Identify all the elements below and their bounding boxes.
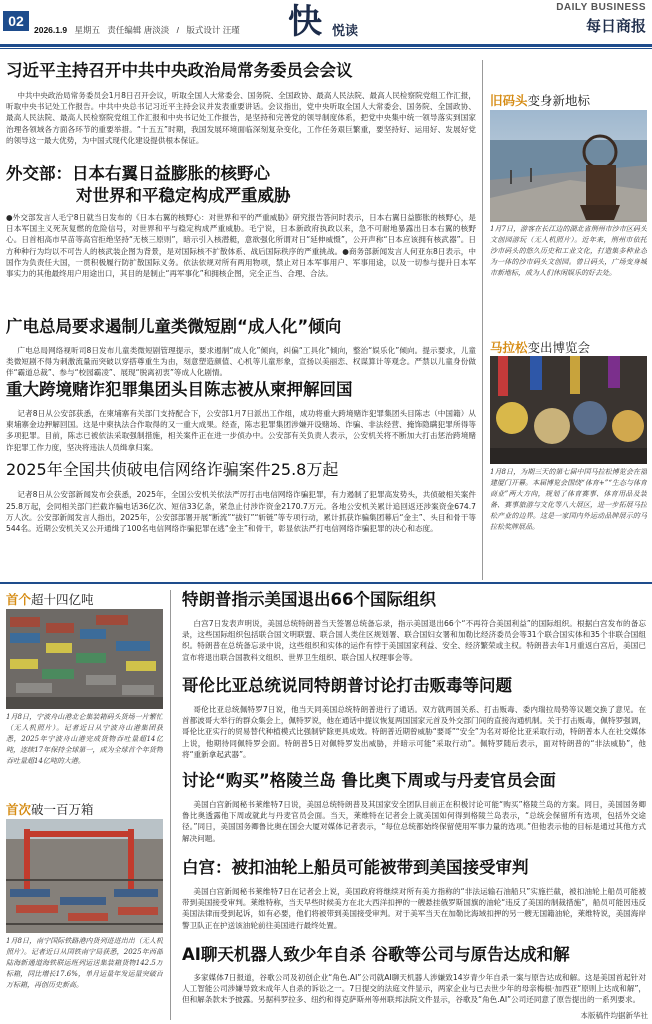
brand (556, 2, 646, 36)
article-body: ●外交部发言人毛宁8日就当日发布的《日本右翼的核野心：对世界和平的严重威胁》研究报告答问时表示，日本右翼日益膨胀的核野心，是日本军国主义死灰复燃的危险信号，对世界和平与稳定构成严重威胁。毛宁说，日本新政府执政以来，急不可耐地暴露出日本右翼的核野心。日首相高市早苗等高官拒绝坚持“无核三原则”，暗示引入核潜艇，意欲强化所谓对日“延伸威慑”，公开声称“日本应该拥有核武器”。日方种种行为均以不可告人的核武装企图为背景，是对国际核不扩散体系、战后国际秩序的严重挑战。●商务部新闻发言人何亚东8日表示，中国作为负责任大国，一贯积极履行防扩散国际义务。依法依规对所有两用物项，禁止对日本军事用户、军事用途，以及一切参与提升日本军事实力的其他最终用户用途出口，其目的是制止“再军事化”和拥核企图，完全正当、合理、合法。 (6, 212, 476, 278)
article-politburo (6, 62, 476, 158)
article-headline-line1[interactable]: 外交部：日本右翼日益膨胀的核野心 (6, 164, 270, 183)
section-logo-big: 快 (288, 2, 321, 42)
article-body: 白宫7日发表声明说，美国总统特朗普当天签署总统备忘录，指示美国退出66个“不再符合美国利益”的国际组织。根据白宫发布的备忘录，这些国际组织包括联合国文明联盟、联合国人类住区规划署、联合国妇女署和加勒比经济委员会等31个联合国实体和35个非联合国组织。特朗普在总统备忘录中说，这些组织和实体的运作有悖于美国国家利益、安全、经济繁荣或主权。特朗普去年1月重返白宫后，美国已宣布将退出联合国教科文组织、世界卫生组织、联合国人权理事会等。 (182, 618, 646, 662)
article-body: 中共中央政治局常务委员会1月8日召开会议，听取全国人大常委会、国务院、全国政协、最高人民法院、最高人民检察院党组工作汇报，听取中央书记处工作报告。中共中央总书记习近平主持会议并发表重要讲话。会议指出，党中央听取全国人大常委会、国务院、全国政协、最高人民法院、最高人民检察院党组工作汇报和中央书记处工作报告，是坚持和完善党的领导制度体系，把党中央集中统一领导落实到国家治理各领域各方面各环节的重要举措。“十五五”时期，我国发展环境面临深刻复杂变化，工作任务艰巨繁重，要坚持好、运用好、发展好党的领导这一最大优势，为中国式现代化建设提供根本保证。 (6, 90, 476, 145)
article-body: 多家媒体7日报道，谷歌公司及初创企业“角色.AI”公司就AI聊天机器人涉嫌致14岁青少年自杀一案与原告达成和解。这是美国首起针对人工智能公司涉嫌导致未成年人自杀的诉讼之一。7日提交的法庭文件显示，两家企业与已去世少年的母亲梅根·加西亚“原则上达成和解”，但和解条款未予披露。另据科罗拉多、纽约和得克萨斯州等州联邦法院文件显示，谷歌及“角色.AI”公司还同意了原告提出的一系列要求。 (182, 972, 646, 1005)
masthead-rule (0, 44, 652, 47)
brand-chinese: 每日商报 (585, 17, 646, 35)
article-body: 哥伦比亚总统佩特罗7日说，他当天同美国总统特朗普进行了通话。双方就两国关系、打击贩毒、委内瑞拉局势等议题交换了意见。在首都波哥大举行的群众集会上，佩特罗说，他在通话中提议恢复两国国家元首及外交部门间的直接沟通机制。关于打击贩毒，佩特罗强调，哥伦比亚实行的贸易替代种植模式比强制铲除更具成效。特朗普近期曾威胁“要哥”“安全”为名对哥伦比亚采取行动，特朗普本人在社交媒体上说，他期待同佩特罗会面。特朗普5日对佩特罗发出威胁，并暗示可能“采取行动”。佩特罗随后表示，面对特朗普的“非法威胁”，他将“重新拿起武器”。 (182, 704, 646, 759)
article-headline-line2[interactable]: 对世界和平稳定构成严重威胁 (76, 185, 291, 205)
article-greenland (182, 772, 646, 845)
sidebar-label-rest: 超十四亿吨 (31, 592, 94, 607)
article-headline[interactable]: 广电总局要求遏制儿童类微短剧“成人化”倾向 (6, 317, 342, 336)
issue-line: 2026.1.9 星期五 责任编辑 唐淡淡 / 版式设计 汪瑾 (34, 25, 240, 35)
masthead-rule-thin (0, 48, 652, 49)
article-headline[interactable]: 重大跨境赌诈犯罪集团头目陈志被从柬押解回国 (6, 380, 353, 399)
article-headline[interactable]: 特朗普指示美国退出66个国际组织 (182, 590, 436, 609)
article-body: 美国白宫新闻秘书莱维特7日在记者会上说，美国政府将继续对所有美方指称的“非法运输石油船只”实施拦截，被扣油轮上船员可能被带到美国接受审判。莱维特称，当天早些时候美方在北大西洋扣押的一艘悬挂俄罗斯国旗的油轮“违反了美国的制裁措施”，船员可能因违反美国法律而受到起诉，如有必要，他们将被带到美国接受审判。对于美军当天在加勒比海域扣押的另一艘无国籍油轮，莱维特说，美国海岸警卫队正在护送该油轮前往美国进行最终处置。 (182, 886, 646, 930)
photo-old-pier (490, 110, 647, 222)
sidebar-label-highlight: 首次 (6, 802, 32, 817)
photo-nanning-railport (6, 819, 163, 933)
article-headline[interactable]: 白宫：被扣油轮上船员可能被带到美国接受审判 (182, 858, 529, 877)
photo-marathon-medals (490, 356, 647, 464)
sidebar-label-nanning (6, 800, 94, 818)
article-headline[interactable]: 讨论“购买”格陵兰岛 鲁比奥下周或与丹麦官员会面 (182, 771, 556, 790)
photo-ningbo-port-image (6, 609, 163, 709)
sidebar-label-ningbo (6, 590, 94, 608)
article-colombia (182, 677, 646, 762)
article-us-exit-orgs (182, 591, 646, 664)
photo-caption-nanning: 1月8日，南宁国际铁路港内货列进进出出（无人机照片）。记者近日从国铁南宁局获悉，2025年西部陆海新通道海铁联运班列运送集装箱货物142.5万标箱，同比增长17.6%，单月运量年发运量突破百万标箱，再创历史新高。 (6, 937, 163, 989)
issue-editor: 责任编辑 唐淡淡 (107, 25, 170, 35)
article-foreign-ministry (6, 165, 476, 302)
issue-layout: 版式设计 汪瑾 (186, 25, 240, 35)
photo-caption-marathon: 1月8日，为期三天的第七届中国马拉松博览会在福建厦门开幕。本届博览会围绕“体育+”“生态与体育商业”两大方向，规划了体育赛事、体育用品及装备、赛事旅游与文化等八大展区，进一步拓展马拉松产业的边界。这是一家国内外运动品牌展示的马拉松奖牌展品。 (490, 468, 647, 531)
sidebar-label-highlight: 马拉松 (490, 340, 528, 355)
sidebar-label-highlight: 旧码头 (490, 93, 528, 108)
photo-ningbo-port (6, 609, 163, 709)
photo-marathon-medals-image (490, 356, 647, 464)
article-telecom-fraud (6, 461, 476, 545)
sidebar-label-highlight: 首个 (6, 592, 32, 607)
article-microdrama (6, 318, 476, 379)
article-headline[interactable]: AI聊天机器人致少年自杀 谷歌等公司与原告达成和解 (182, 945, 570, 964)
sidebar-label-rest: 变身新地标 (527, 93, 591, 108)
section-logo-small: 悦读 (332, 24, 359, 39)
article-ai-chatbot (182, 946, 646, 1006)
photo-nanning-railport-image (6, 819, 163, 933)
article-headline[interactable]: 2025年全国共侦破电信网络诈骗案件25.8万起 (6, 460, 339, 479)
issue-date: 2026.1.9 (34, 25, 68, 35)
article-body: 记者8日从公安部新闻发布会获悉，2025年，全国公安机关依法严厉打击电信网络诈骗犯罪，有力遏制了犯罪高发势头，共侦破相关案件25.8万起，会同相关部门拦截诈骗电话36亿次、短信33亿条，紧急止付涉诈资金2170.7万元。各地公安机关累计追回返还涉案资金674.7万人次。公安部新闻发言人指出，2025年，公安部部署开展“断流”“拔钉”“斩链”等专项行动，累计抓获诈骗集团幕后“金主”、头目和骨干等544名。近期公安机关又公开通缉了100名电信网络诈骗犯罪在逃“金主”和骨干，彰显依法严打电信网络诈骗犯罪的决心和态度。 (6, 490, 476, 533)
sidebar-label-old-pier (490, 91, 590, 109)
article-headline[interactable]: 哥伦比亚总统说同特朗普讨论打击贩毒等问题 (182, 676, 512, 695)
article-body: 美国白宫新闻秘书莱维特7日说，美国总统特朗普及其国家安全团队目前正在积极讨论可能“购买”格陵兰岛的方案。同日，美国国务卿鲁比奥透露他下周或就此与丹麦官员会面。当天，莱维特在记者会上就美国如何得到格陵兰岛表示，“总统会保留所有选项，包括外交途径。”同日，美国国务卿鲁比奥在国会大厦对媒体记者表示，“每位总统都始终保留使用军事力量的选项。”但他表示他的目标是通过其他方式解决问题。 (182, 799, 646, 843)
masthead (0, 0, 652, 48)
section-logo (288, 2, 378, 44)
sidebar-label-rest: 破一百万箱 (31, 802, 94, 817)
footer-source-note: 本版稿件均据新华社 (580, 1011, 648, 1020)
page-number: 02 (3, 11, 29, 31)
photo-caption-ningbo: 1月8日，宁波舟山港北仑集装箱码头货场一片繁忙（无人机照片）。记者近日从宁波舟山港集团获悉，2025年宁波舟山港完成货物吞吐量超14亿吨，连续17年保持全球第一，成为全球首个年货物吞吐量超14亿吨的大港。 (6, 713, 163, 765)
article-headline[interactable]: 习近平主持召开中共中央政治局常务委员会会议 (6, 61, 353, 80)
sidebar-label-marathon (490, 338, 590, 356)
article-body: 记者8日从公安部获悉，在柬埔寨有关部门支持配合下，公安部1月7日派出工作组，成功将重大跨境赌诈犯罪集团头目陈志（中国籍）从柬埔寨金边押解回国。这是中柬执法合作取得的又一重大成果。经查，陈志犯罪集团涉嫌开设赌场、诈骗、非法经营、掩饰隐瞒犯罪所得等多项犯罪。目前，陈志已被依法采取强制措施，相关案件正在进一步侦办中。公安部有关负责人表示，公安机关将不断加大打击惩治跨境赌诈犯罪工作力度，坚决将违法人员缉拿归案。 (6, 408, 476, 452)
article-tanker-crew (182, 859, 646, 932)
column-rule-right (482, 60, 483, 580)
article-body: 广电总局网络视听司8日发布儿童类微短剧管理提示，要求遏制“成人化”倾向，纠偏“工具化”倾向，整治“娱乐化”倾向。提示要求，儿童类微短剧不得为刺激流量而突破以穿搭尊重生为由，刻意塑造颜值、心机等儿童形象，宣扬以美丽恋、权谋算计等观念。严禁以儿童身份做伴“霸道总裁”、参与“校园霸凌”、展现“脱离初衷”等成人化剧情。 (6, 345, 476, 378)
photo-old-pier-image (490, 110, 647, 222)
column-rule-left (170, 590, 171, 1020)
section-separator (0, 582, 652, 584)
sidebar-label-rest: 变出博览会 (527, 340, 591, 355)
photo-caption-old-pier: 1月7日，游客在长江边的湖北省荆州市沙市区码头文创园游玩（无人机照片）。近年来，荆州市依托沙市码头的悠久历史和工业文化，打造集多种业态为一体的沙市码头文创园。曾日码头，广场变身城市新地标，成为人们休闲娱乐的好去处。 (490, 225, 647, 277)
brand-english: DAILY BUSINESS (556, 2, 646, 13)
article-chenzhi (6, 381, 476, 453)
issue-weekday: 星期五 (74, 25, 100, 35)
